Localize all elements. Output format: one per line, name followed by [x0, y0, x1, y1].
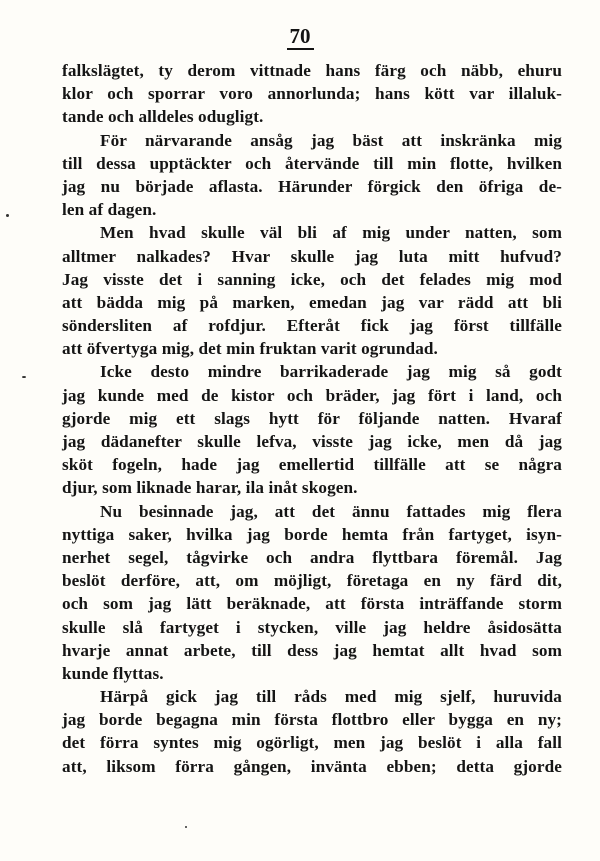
text-line: beslöt derföre, att, om möjligt, företaga en ny färd dit,	[62, 571, 562, 591]
text-line: jag borde begagna min första flottbro eller bygga en ny;	[62, 710, 562, 730]
body-text	[62, 59, 562, 778]
text-line: Jag visste det i sanning icke, och det felades mig mod	[62, 269, 562, 289]
text-line: att bädda mig på marken, emedan jag var rädd att bli	[62, 292, 562, 312]
text-line: Härpå gick jag till råds med mig sjelf, huruvida	[100, 687, 562, 707]
text-line: len af dagen.	[62, 200, 157, 220]
text-line: För närvarande ansåg jag bäst att inskränka mig	[100, 130, 562, 150]
text-line: det förra syntes mig ogörligt, men jag beslöt i alla fall	[62, 733, 562, 753]
text-line: tande och alldeles odugligt.	[62, 107, 264, 127]
text-line: Icke desto mindre barrikaderade jag mig så godt	[100, 362, 562, 382]
print-speck	[185, 826, 187, 828]
text-line: skulle slå fartyget i stycken, ville jag heldre åsidosätta	[62, 617, 562, 637]
print-speck	[6, 214, 9, 217]
text-line: att öfvertyga mig, det min fruktan varit ogrundad.	[62, 339, 438, 359]
page-number	[0, 24, 600, 50]
text-line: Men hvad skulle väl bli af mig under natten, som	[100, 223, 562, 243]
text-line: att, liksom förra gången, invänta ebben; detta gjorde	[62, 756, 562, 776]
text-line: falkslägtet, ty derom vittnade hans färg och näbb, ehuru	[62, 61, 562, 80]
text-line: jag dädanefter skulle lefva, visste jag icke, men då jag	[62, 432, 562, 451]
text-line: jag kunde med de kistor och bräder, jag fört i land, och	[62, 385, 562, 405]
text-line: sönderslitеn af rofdjur. Efteråt fick jag först tillfälle	[62, 316, 562, 336]
text-line: Nu besinnade jag, att det ännu fattades mig flera	[100, 501, 562, 521]
text-line: och som jag lätt beräknade, att första inträffande storm	[62, 594, 562, 614]
text-line: sköt fogeln, hade jag emellertid tillfälle att se några	[62, 455, 562, 475]
text-line: nerhet segel, tågvirke och andra flyttbara föremål. Jag	[62, 547, 562, 567]
text-line: nyttiga saker, hvilka jag borde hemta från fartyget, isyn-	[62, 524, 562, 544]
text-line: jag nu började aflasta. Härunder förgick den öfriga de-	[62, 176, 562, 196]
text-line: till dessa upptäckter och återvände till min flotte, hvilken	[62, 153, 562, 173]
text-line: djur, som liknade harar, ila inåt skogen.	[62, 478, 358, 498]
text-line: klor och sporrar voro annorlunda; hans kött var illaluk-	[62, 84, 562, 104]
text-line: hvarje annat arbete, till dess jag hemtat allt hvad som	[62, 640, 562, 660]
page-number-text: 70	[287, 25, 314, 50]
text-line: alltmer nalkades? Hvar skulle jag luta mitt hufvud?	[62, 246, 562, 266]
print-speck	[22, 376, 26, 378]
text-line: kunde flyttas.	[62, 663, 164, 683]
text-line: gjorde mig ett slags hytt för följande natten. Hvaraf	[62, 408, 562, 428]
